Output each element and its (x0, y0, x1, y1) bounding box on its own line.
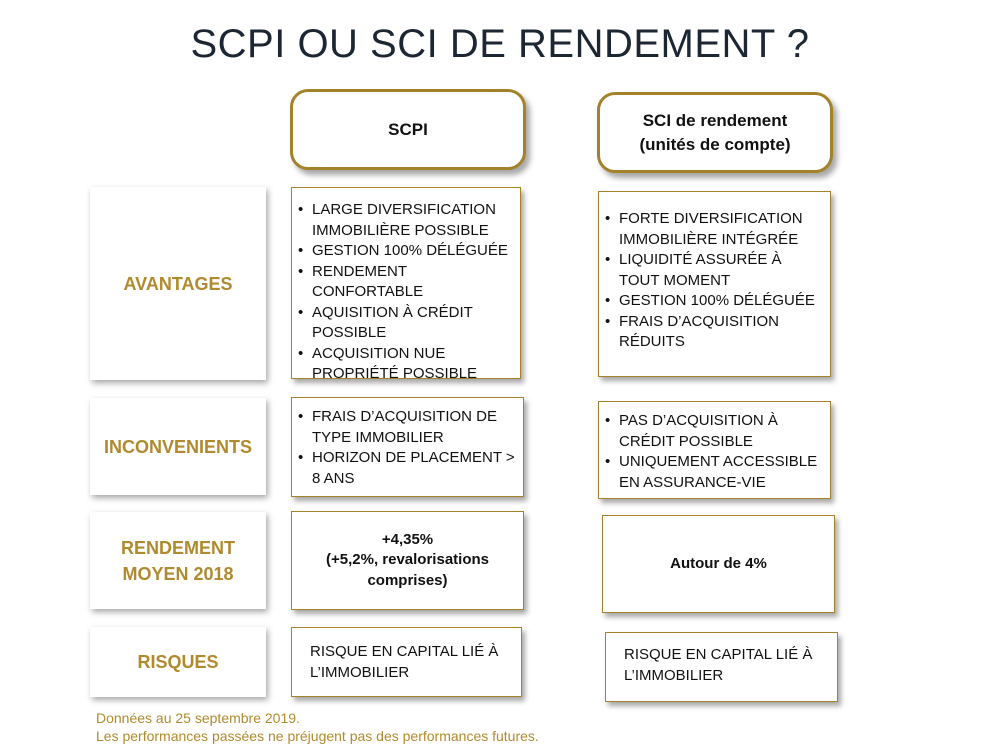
list-item: • HORIZON DE PLACEMENT > 8 ANS (292, 448, 515, 489)
list-item: • AQUISITION À CRÉDIT POSSIBLE (292, 303, 514, 344)
list-item: • GESTION 100% DÉLÉGUÉE (292, 241, 514, 262)
column-header-scpi-label: SCPI (388, 119, 428, 139)
row-label-rendement-line2: MOYEN 2018 (122, 563, 234, 584)
list-item: • UNIQUEMENT ACCESSIBLE EN ASSURANCE-VIE (599, 452, 822, 493)
cell-scpi-rendement-line2: (+5,2%, revalorisations (326, 551, 489, 569)
list-item: • LIQUIDITÉ ASSURÉE À TOUT MOMENT (599, 250, 820, 291)
cell-scpi-risques (291, 627, 522, 697)
cell-scpi-avantages (291, 187, 521, 382)
list-item: • LARGE DIVERSIFICATION IMMOBILIÈRE POSSIBLE (292, 200, 514, 241)
row-label-inconvenients (90, 398, 266, 495)
list-item: • GESTION 100% DÉLÉGUÉE (599, 291, 820, 312)
cell-scpi-rendement-line3: comprises) (367, 571, 448, 589)
row-label-rendement (90, 512, 266, 609)
list-item: • PAS D’ACQUISITION À CRÉDIT POSSIBLE (599, 411, 822, 452)
column-header-scpi (290, 89, 526, 170)
column-header-sci (597, 92, 833, 173)
column-header-sci-line1: SCI de rendement (642, 110, 788, 130)
row-label-avantages (90, 187, 266, 380)
list-item: • FRAIS D’ACQUISITION RÉDUITS (599, 312, 820, 353)
row-label-rendement-line1: RENDEMENT (120, 537, 235, 558)
cell-sci-inconvenients (598, 401, 831, 499)
column-header-sci-line2: (unités de compte) (639, 134, 791, 154)
cell-sci-rendement-text: Autour de 4% (670, 554, 767, 572)
row-label-risques (90, 627, 266, 697)
footer-disclaimer: Les performances passées ne préjugent pas des performances futures. (96, 728, 539, 744)
list-item: • ACQUISITION NUE PROPRIÉTÉ POSSIBLE (292, 344, 514, 385)
row-label-avantages-text: AVANTAGES (123, 273, 233, 294)
page-title: SCPI OU SCI DE RENDEMENT ? (190, 22, 810, 66)
list-item: • FORTE DIVERSIFICATION IMMOBILIÈRE INTÉGRÉE (599, 209, 820, 250)
cell-sci-avantages (598, 191, 831, 377)
row-label-risques-text: RISQUES (137, 652, 219, 672)
list-item: • RENDEMENT CONFORTABLE (292, 262, 514, 303)
cell-scpi-rendement-line1: +4,35% (381, 530, 434, 548)
cell-scpi-inconvenients (291, 397, 524, 497)
footer-date-note: Données au 25 septembre 2019. (96, 710, 300, 726)
list-item: • FRAIS D’ACQUISITION DE TYPE IMMOBILIER (292, 407, 515, 448)
row-label-inconvenients-text: INCONVENIENTS (103, 436, 253, 457)
cell-sci-risques (605, 632, 838, 702)
cell-sci-risques-text: RISQUE EN CAPITAL LIÉ À L’IMMOBILIER (624, 646, 813, 684)
cell-scpi-rendement (291, 511, 524, 610)
cell-sci-rendement (602, 515, 835, 613)
cell-scpi-risques-text: RISQUE EN CAPITAL LIÉ À L’IMMOBILIER (310, 643, 499, 681)
